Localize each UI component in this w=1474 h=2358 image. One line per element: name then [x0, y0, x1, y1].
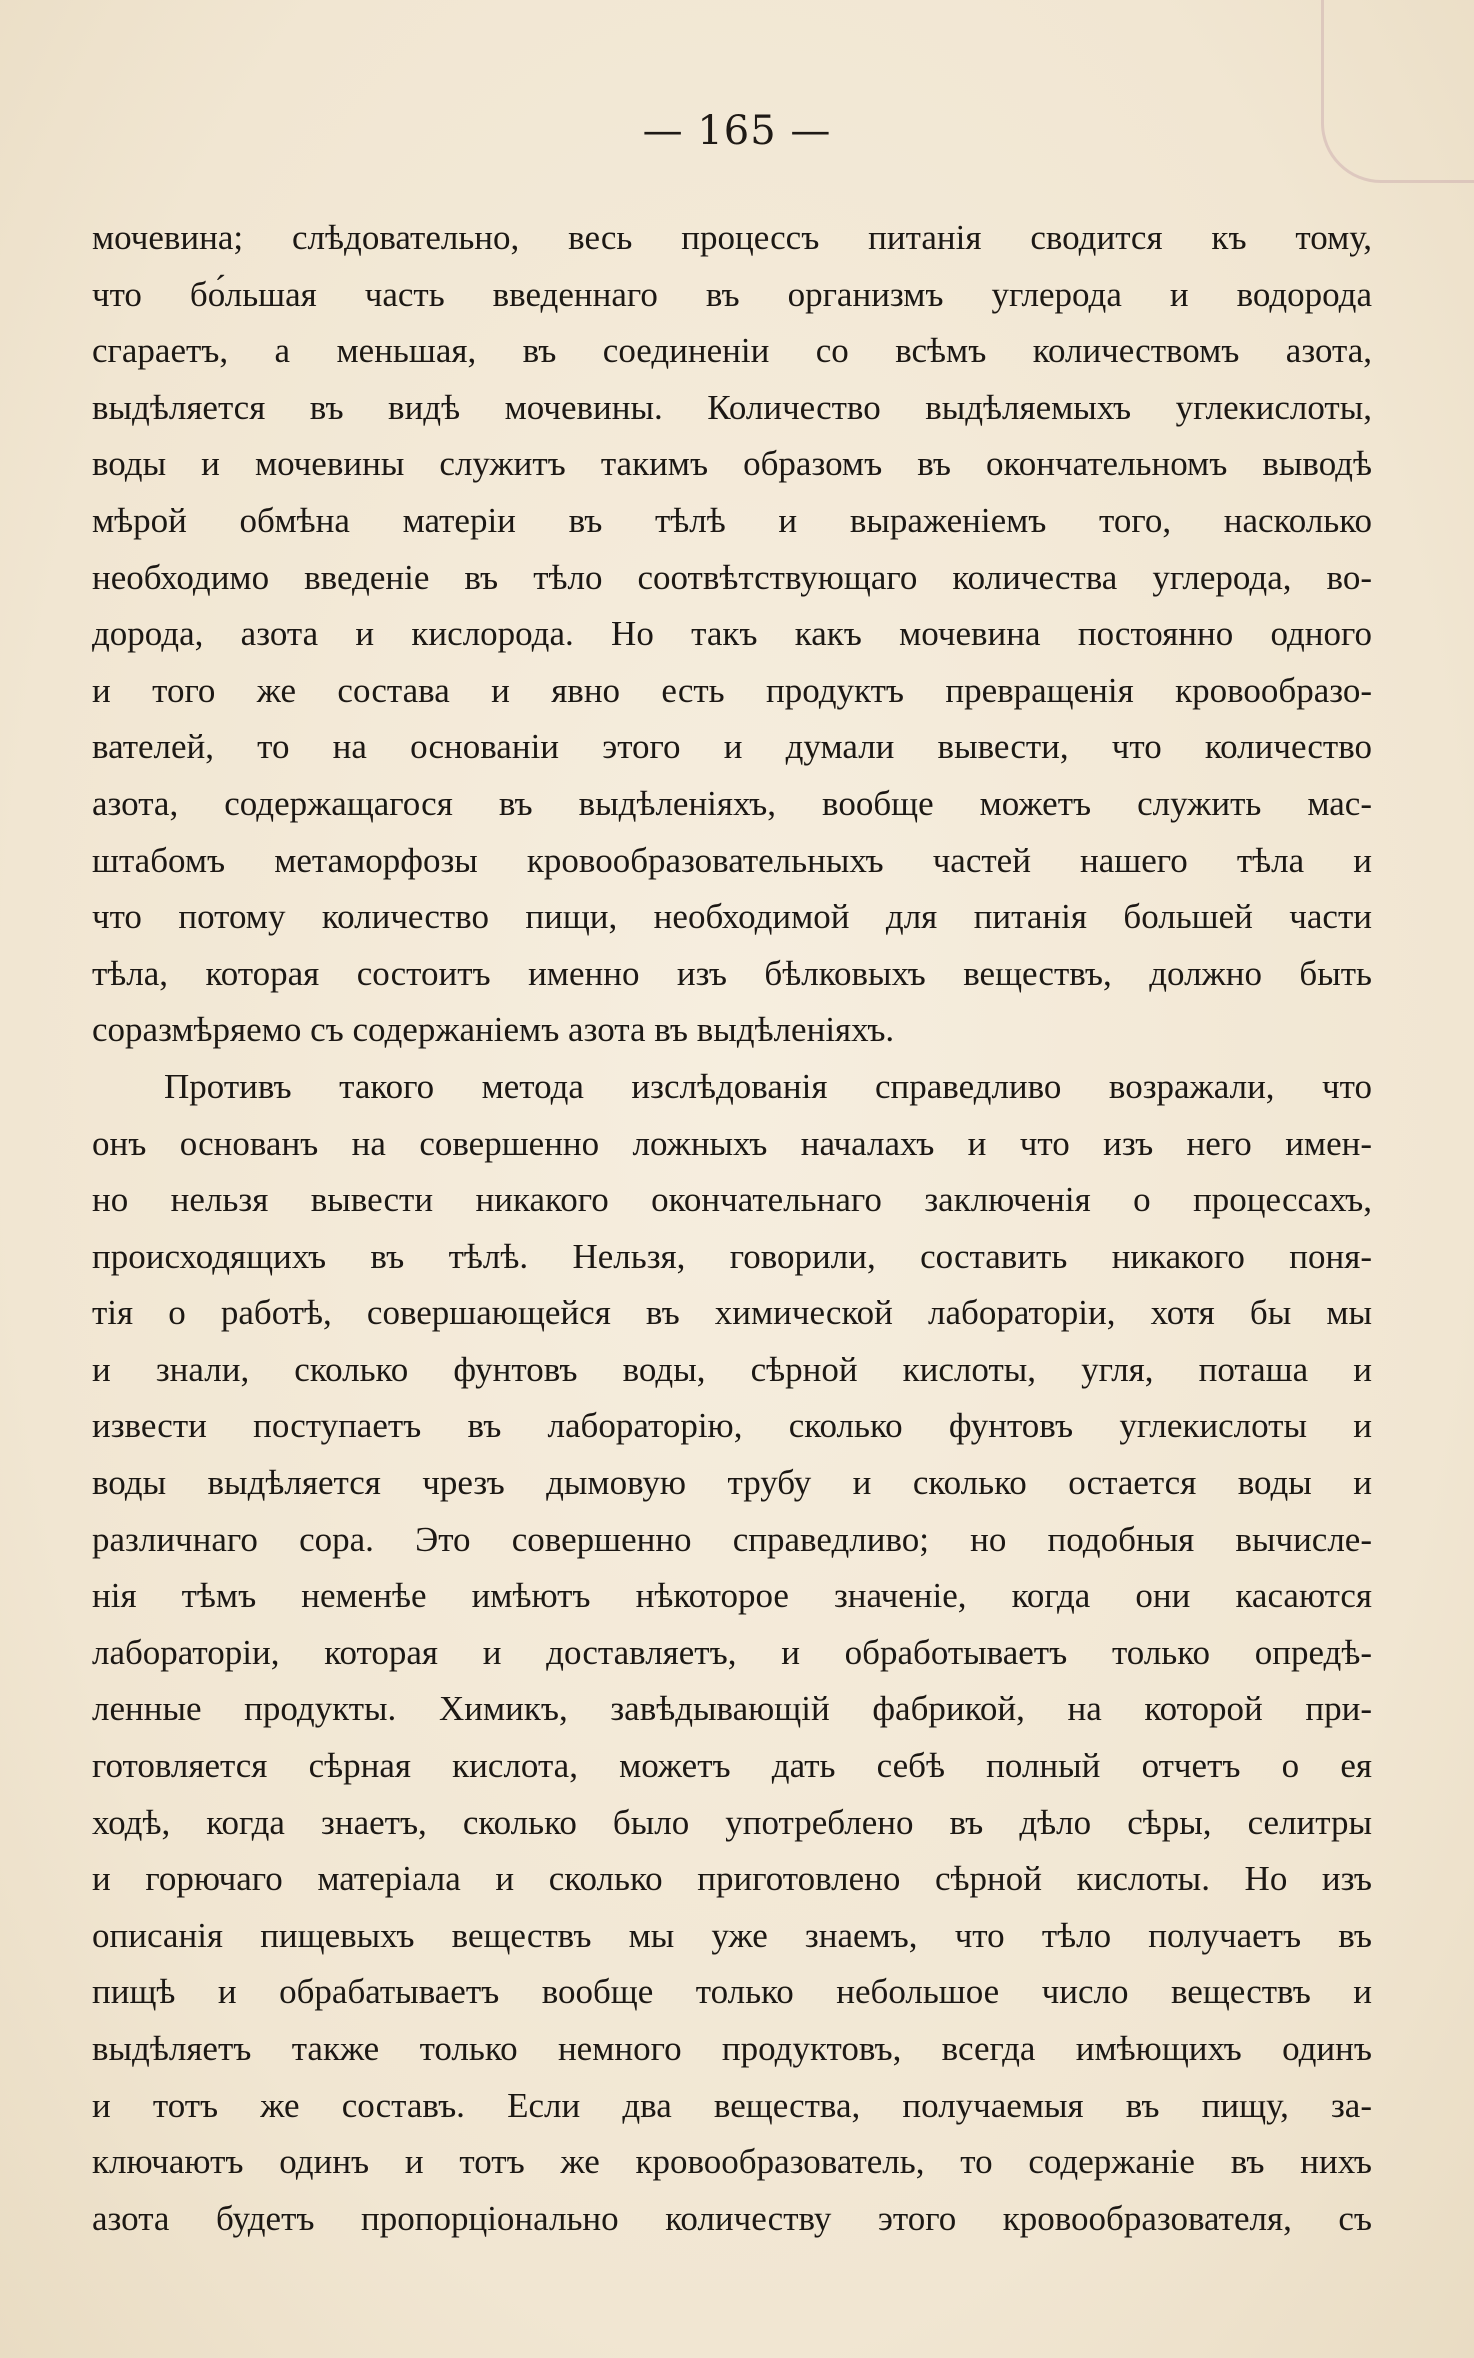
text-line: выдѣляется въ видѣ мочевины. Количество выдѣляемыхъ углекислоты, [92, 387, 1372, 427]
body-text [92, 210, 1372, 2247]
text-line: воды и мочевины служитъ такимъ образомъ въ окончательномъ выводѣ [92, 444, 1372, 484]
text-line: различнаго сора. Это совершенно справедливо; но подобныя вычисле- [92, 1519, 1372, 1559]
text-line: азота будетъ пропорціонально количеству этого кровообразователя, съ [92, 2198, 1372, 2238]
page-number: — 165 — [642, 108, 832, 154]
text-line: происходящихъ въ тѣлѣ. Нельзя, говорили, составить никакого поня- [92, 1236, 1372, 1276]
text-line: лабораторіи, которая и доставляетъ, и обработываетъ только опредѣ- [92, 1632, 1372, 1672]
text-line: пищѣ и обрабатываетъ вообще только небольшое число веществъ и [92, 1972, 1372, 2012]
text-line: и тотъ же составъ. Если два вещества, получаемыя въ пищу, за- [92, 2085, 1372, 2125]
text-line: вателей, то на основаніи этого и думали вывести, что количество [92, 727, 1372, 767]
text-line-paragraph-start: Противъ такого метода изслѣдованія справедливо возражали, что [164, 1066, 1372, 1106]
text-line: сгараетъ, а меньшая, въ соединеніи со всѣмъ количествомъ азота, [92, 331, 1372, 371]
text-line: описанія пищевыхъ веществъ мы уже знаемъ, что тѣло получаетъ въ [92, 1915, 1372, 1955]
text-line: готовляется сѣрная кислота, можетъ дать себѣ полный отчетъ о ея [92, 1746, 1372, 1786]
text-line: штабомъ метаморфозы кровообразовательныхъ частей нашего тѣла и [92, 840, 1372, 880]
text-line: и того же состава и явно есть продуктъ превращенія кровообразо- [92, 670, 1372, 710]
text-line: что бо́льшая часть введеннаго въ организмъ углерода и водорода [92, 274, 1372, 314]
text-line: и горючаго матеріала и сколько приготовлено сѣрной кислоты. Но изъ [92, 1859, 1372, 1899]
text-line: но нельзя вывести никакого окончательнаго заключенія о процессахъ, [92, 1180, 1372, 1220]
text-line: необходимо введеніе въ тѣло соотвѣтствующаго количества углерода, во- [92, 557, 1372, 597]
text-line: тія о работѣ, совершающейся въ химической лабораторіи, хотя бы мы [92, 1293, 1372, 1333]
text-line: ключаютъ одинъ и тотъ же кровообразователь, то содержаніе въ нихъ [92, 2142, 1372, 2182]
text-line: что потому количество пищи, необходимой для питанія большей части [92, 897, 1372, 937]
text-line: дорода, азота и кислорода. Но такъ какъ мочевина постоянно одного [92, 614, 1372, 654]
text-line: тѣла, которая состоитъ именно изъ бѣлковыхъ веществъ, должно быть [92, 953, 1372, 993]
text-line: нія тѣмъ неменѣе имѣютъ нѣкоторое значеніе, когда они касаются [92, 1576, 1372, 1616]
text-line: онъ основанъ на совершенно ложныхъ началахъ и что изъ него имен- [92, 1123, 1372, 1163]
text-line: воды выдѣляется чрезъ дымовую трубу и сколько остается воды и [92, 1463, 1372, 1503]
text-line: ленные продукты. Химикъ, завѣдывающій фабрикой, на которой при- [92, 1689, 1372, 1729]
text-line: мѣрой обмѣна матеріи въ тѣлѣ и выраженіемъ того, насколько [92, 500, 1372, 540]
text-line: извести поступаетъ въ лабораторію, сколько фунтовъ углекислоты и [92, 1406, 1372, 1446]
text-line: ходѣ, когда знаетъ, сколько было употреблено въ дѣло сѣры, селитры [92, 1802, 1372, 1842]
library-stamp-mark [1321, 0, 1474, 183]
text-line-paragraph-end: соразмѣряемо съ содержаніемъ азота въ выдѣленіяхъ. [92, 1010, 895, 1050]
text-line: выдѣляетъ также только немного продуктовъ, всегда имѣющихъ одинъ [92, 2029, 1372, 2068]
text-line: и знали, сколько фунтовъ воды, сѣрной кислоты, угля, поташа и [92, 1349, 1372, 1389]
text-line: мочевина; слѣдовательно, весь процессъ питанія сводится къ тому, [92, 218, 1372, 257]
text-line: азота, содержащагося въ выдѣленіяхъ, вообще можетъ служить мас- [92, 783, 1372, 823]
